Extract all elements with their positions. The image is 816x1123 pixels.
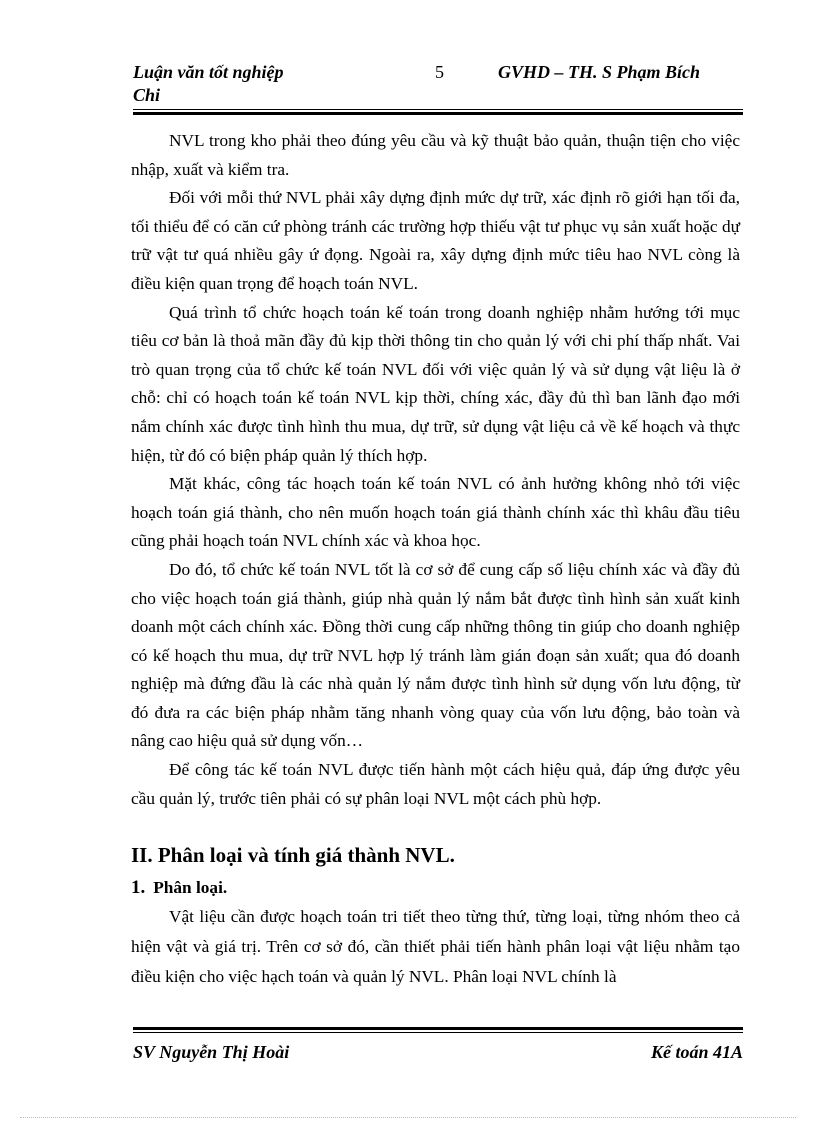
paragraph: Để công tác kế toán NVL được tiến hành một cách hiệu quả, đáp ứng được yêu cầu quản lý, trước tiên phải có sự phân loại NVL một cách phù hợp. xyxy=(131,760,740,808)
footer-rule-thick xyxy=(133,1027,743,1030)
subsection-number: 1. xyxy=(131,877,146,898)
page-number: 5 xyxy=(435,62,444,82)
page-footer xyxy=(133,1042,743,1066)
header-rule-thin xyxy=(133,109,743,110)
body-text xyxy=(131,127,740,813)
supervisor-label: GVHD – TH. S Phạm Bích xyxy=(498,62,701,82)
footer-rule-thin xyxy=(133,1032,743,1033)
paragraph: Đối với mỗi thứ NVL phải xây dựng định mức dự trữ, xác định rõ giới hạn tối đa, tối thiểu để có căn cứ phòng tránh các trường hợp thiếu vật tư phục vụ sản xuất hoặc dự trữ vật tư quá nhiều gây ứ đọng. Ngoài ra, xây dựng định mức tiêu hao NVL còng là điều kiện quan trọng để hoạch toán NVL. xyxy=(131,188,740,293)
subsection-heading xyxy=(131,877,227,899)
class-label: Kế toán 41A xyxy=(650,1042,743,1062)
subsection-title: Phân loại. xyxy=(153,878,228,897)
section-heading: II. Phân loại và tính giá thành NVL. xyxy=(131,843,455,867)
paragraph: Vật liệu cần được hoạch toán tri tiết theo từng thứ, từng loại, từng nhóm theo cả hiện vật và giá trị. Trên cơ sở đó, cần thiết phải tiến hành phân loại vật liệu nhằm tạo điều kiện cho việc hạch toán và quản lý NVL. Phân loại NVL chính là xyxy=(131,907,740,986)
student-name: SV Nguyễn Thị Hoài xyxy=(133,1042,290,1062)
page-bottom-edge xyxy=(20,1117,796,1118)
supervisor-label-continuation: Chi xyxy=(133,85,161,105)
paragraph: NVL trong kho phải theo đúng yêu cầu và kỹ thuật bảo quản, thuận tiện cho việc nhập, xuất và kiểm tra. xyxy=(131,131,740,179)
paragraph: Quá trình tổ chức hoạch toán kế toán trong doanh nghiệp nhằm hướng tới mục tiêu cơ bản là thoả mãn đầy đủ kịp thời thông tin cho quản lý với chi phí thấp nhất. Vai trò quan trọng của tổ chức kế toán NVL đối với việc quản lý và sử dụng vật liệu là ở chỗ: chỉ có hoạch toán kế toán NVL kịp thời, chíng xác, đầy đủ thì ban lãnh đạo mới nắm chính xác được tình hình thu mua, dự trữ, sử dụng vật liệu cả về kế hoạch và thực hiện, từ đó có biện pháp quản lý thích hợp. xyxy=(131,302,740,465)
thesis-label: Luận văn tốt nghiệp xyxy=(133,62,284,82)
header-rule-thick xyxy=(133,112,743,115)
paragraph: Do đó, tổ chức kế toán NVL tốt là cơ sở để cung cấp số liệu chính xác và đầy đủ cho việc hoạch toán giá thành, giúp nhà quản lý nắm bắt được tình hình sản xuất kinh doanh một cách chính xác. Đồng thời cung cấp những thông tin giúp cho doanh nghiệp có kế hoạch thu mua, dự trữ NVL hợp lý tránh làm gián đoạn sản xuất; qua đó doanh nghiệp mà đứng đầu là các nhà quản lý nắm được tình hình sử dụng vốn lưu động, từ đó đưa ra các biện pháp nhằm tăng nhanh vòng quay của vốn lưu động, bảo toàn và nâng cao hiệu quả sử dụng vốn… xyxy=(131,559,740,751)
page-header xyxy=(133,62,743,108)
paragraph: Mặt khác, công tác hoạch toán kế toán NVL có ảnh hưởng không nhỏ tới việc hoạch toán giá thành, cho nên muốn hoạch toán giá thành chính xác thì khâu đầu tiêu cũng phải hoạch toán NVL chính xác và khoa học. xyxy=(131,474,740,551)
body-text-continued xyxy=(131,902,740,992)
